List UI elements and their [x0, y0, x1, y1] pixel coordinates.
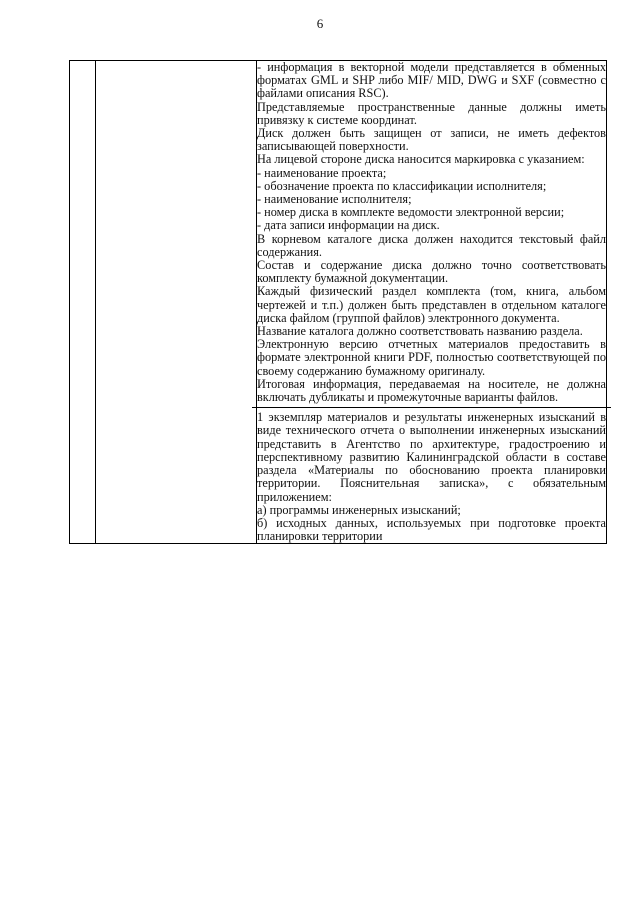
- paragraph: Представляемые пространственные данные должны иметь привязку к системе координат.: [257, 99, 606, 127]
- list-item: - наименование исполнителя;: [257, 192, 412, 207]
- list-item: а) программы инженерных изысканий;: [257, 502, 461, 517]
- paragraph: В корневом каталоге диска должен находится текстовый файл содержания.: [257, 231, 606, 259]
- list-item: - наименование проекта;: [257, 165, 387, 180]
- paragraph: Каждый физический раздел комплекта (том, книга, альбом чертежей и т.п.) должен быть представлен в отдельном каталоге диска файлом (группой файлов) электронного документа.: [257, 284, 606, 325]
- list-item: - номер диска в комплекте ведомости электронной версии;: [257, 205, 565, 220]
- paragraph: Электронную версию отчетных материалов предоставить в формате электронной книги PDF, полностью соответствующей по своему содержанию бумажному оригиналу.: [257, 337, 606, 378]
- list-item: - дата записи информации на диск.: [257, 218, 440, 233]
- paragraph: Название каталога должно соответствовать названию раздела.: [257, 324, 583, 339]
- paragraph: 1 экземпляр материалов и результаты инженерных изысканий в виде технического отчета о выполнении инженерных изысканий представить в Агентство по архитектуре, градостроению и перспективному развитию Калининградской области в составе раздела «Материалы по обоснованию проекта планировки территории. Пояснительная записка», с обязательным приложением:: [257, 410, 606, 504]
- paragraph: Диск должен быть защищен от записи, не иметь дефектов записывающей поверхности.: [257, 126, 606, 154]
- requirements-cell: [257, 61, 607, 544]
- block-divider: [252, 407, 611, 408]
- requirements-table: [69, 60, 607, 544]
- paragraph: Итоговая информация, передаваемая на носителе, не должна включать дубликаты и промежуточные варианты файлов.: [257, 376, 606, 405]
- paragraph: На лицевой стороне диска наносится маркировка с указанием:: [257, 152, 585, 167]
- page-number: 6: [316, 16, 324, 31]
- number-cell: [70, 61, 96, 544]
- table-row: [70, 61, 607, 544]
- paragraph: - информация в векторной модели представляется в обменных форматах GML и SHP либо MIF/ MID, DWG и SXF (совместно с файлами описания RSC).: [257, 60, 606, 101]
- list-item: б) исходных данных, используемых при подготовке проекта планировки территории: [257, 515, 606, 544]
- parameter-cell: [96, 61, 257, 544]
- paragraph: Состав и содержание диска должно точно соответствовать комплекту бумажной документации.: [257, 258, 606, 286]
- list-item: - обозначение проекта по классификации исполнителя;: [257, 178, 547, 193]
